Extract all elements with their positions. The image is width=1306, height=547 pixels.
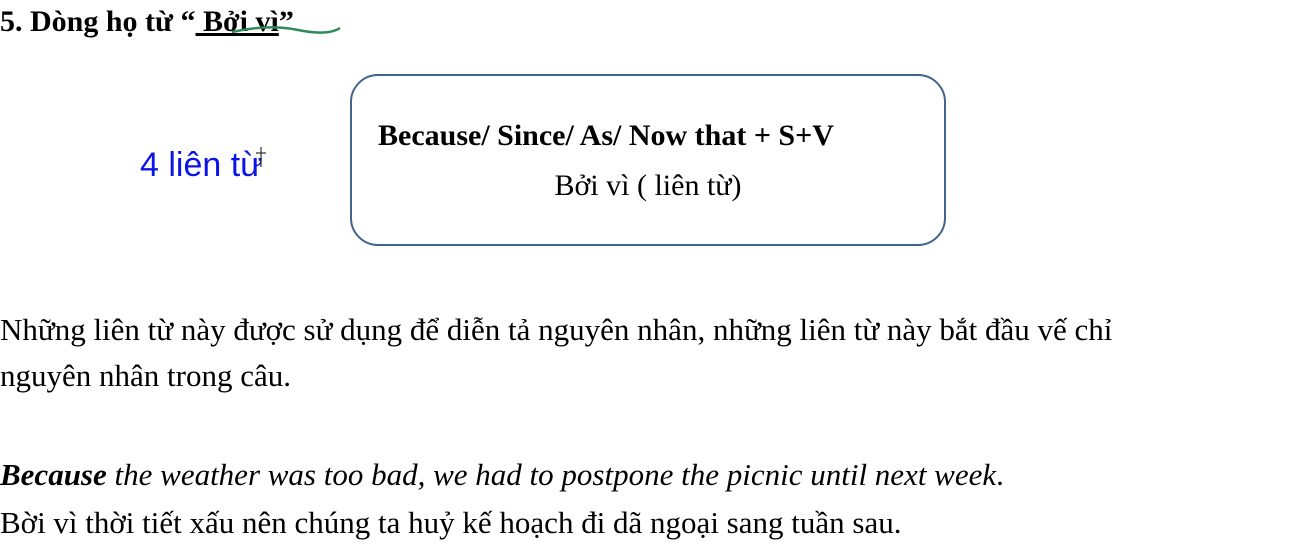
example-block <box>0 451 1004 547</box>
example-sentence <box>0 451 1004 499</box>
heading-prefix: 5. Dòng họ từ “ <box>0 5 196 38</box>
explanation-paragraph <box>0 307 1306 399</box>
example-rest: the weather was too bad, we had to postpone the picnic until next week <box>106 457 997 492</box>
heading-suffix: ” <box>278 5 294 38</box>
side-label: 4 liên từ <box>140 146 263 184</box>
paragraph-line-1: Những liên từ này được sử dụng để diễn tả nguyên nhân, những liên từ này bắt đầu vế chỉ <box>0 312 1113 347</box>
paragraph-line-2: nguyên nhân trong câu. <box>0 358 291 393</box>
conjunction-box <box>350 74 946 246</box>
heading-term: Bởi vì <box>195 5 279 38</box>
text-cursor-icon <box>254 145 268 169</box>
box-meaning: Bởi vì ( liên từ) <box>554 169 742 202</box>
green-pen-underline <box>228 20 348 40</box>
example-keyword: Because <box>0 457 107 492</box>
example-translation: Bời vì thời tiết xấu nên chúng ta huỷ kế hoạch đi dã ngoại sang tuần sau. <box>0 505 902 540</box>
box-formula: Because/ Since/ As/ Now that + S+V <box>378 119 834 152</box>
example-period: . <box>996 457 1004 492</box>
